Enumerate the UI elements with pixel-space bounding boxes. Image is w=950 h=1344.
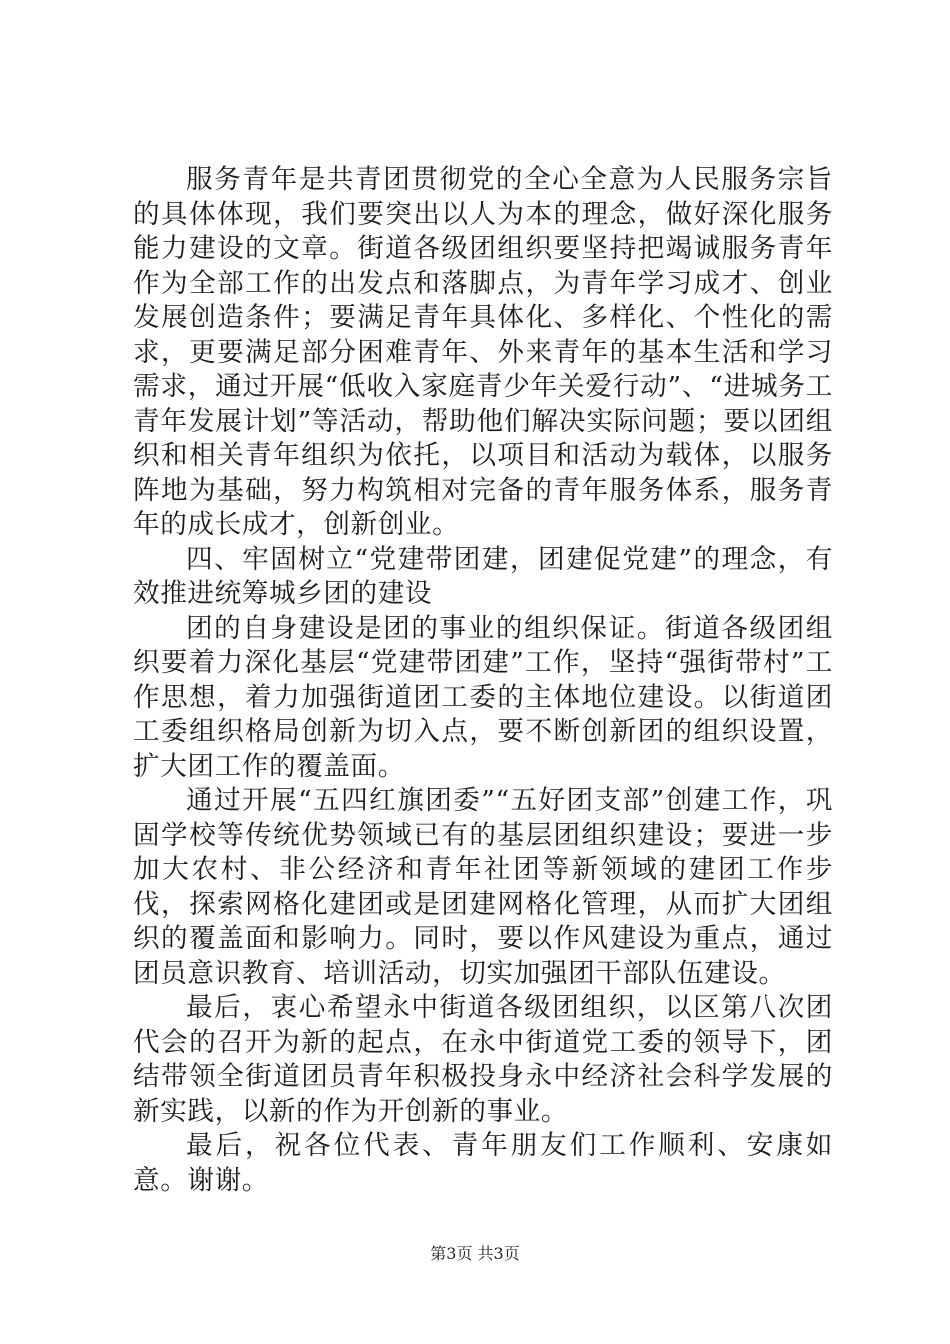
paragraph-closing-thanks: 最后，祝各位代表、青年朋友们工作顺利、安康如意。谢谢。 xyxy=(133,1130,833,1196)
document-body xyxy=(133,163,833,1198)
paragraph-closing-hope: 最后，衷心希望永中街道各级团组织，以区第八次团代会的召开为新的起点，在永中街道党工委的领导下，团结带领全街道团员青年积极投身永中经济社会科学发展的新实践，以新的作为开创新的事业。 xyxy=(133,992,833,1127)
paragraph-service-youth: 服务青年是共青团贯彻党的全心全意为人民服务宗旨的具体体现，我们要突出以人为本的理念，做好深化服务能力建设的文章。街道各级团组织要坚持把竭诚服务青年作为全部工作的出发点和落脚点，为青年学习成才、创业发展创造条件；要满足青年具体化、多样化、个性化的需求，更要满足部分困难青年、外来青年的基本生活和学习需求，通过开展“低收入家庭青少年关爱行动”、“进城务工青年发展计划”等活动，帮助他们解决实际问题；要以团组织和相关青年组织为依托，以项目和活动为载体，以服务阵地为基础，努力构筑相对完备的青年服务体系，服务青年的成长成才，创新创业。 xyxy=(133,164,833,540)
section-heading-four: 四、牢固树立“党建带团建，团建促党建”的理念，有效推进统筹城乡团的建设 xyxy=(133,543,833,609)
paragraph-self-building: 团的自身建设是团的事业的组织保证。街道各级团组织要着力深化基层“党建带团建”工作，坚持“强街带村”工作思想，着力加强街道团工委的主体地位建设。以街道团工委组织格局创新为切入点，要不断创新团的组织设置，扩大团工作的覆盖面。 xyxy=(133,612,833,782)
page-number-footer: 第3页 共3页 xyxy=(430,1244,520,1263)
paragraph-organization-coverage: 通过开展“五四红旗团委”“五好团支部”创建工作，巩固学校等传统优势领域已有的基层团组织建设；要进一步加大农村、非公经济和青年社团等新领域的建团工作步伐，探索网格化建团或是团建网格化管理，从而扩大团组织的覆盖面和影响力。同时，要以作风建设为重点，通过团员意识教育、培训活动，切实加强团干部队伍建设。 xyxy=(133,785,833,989)
